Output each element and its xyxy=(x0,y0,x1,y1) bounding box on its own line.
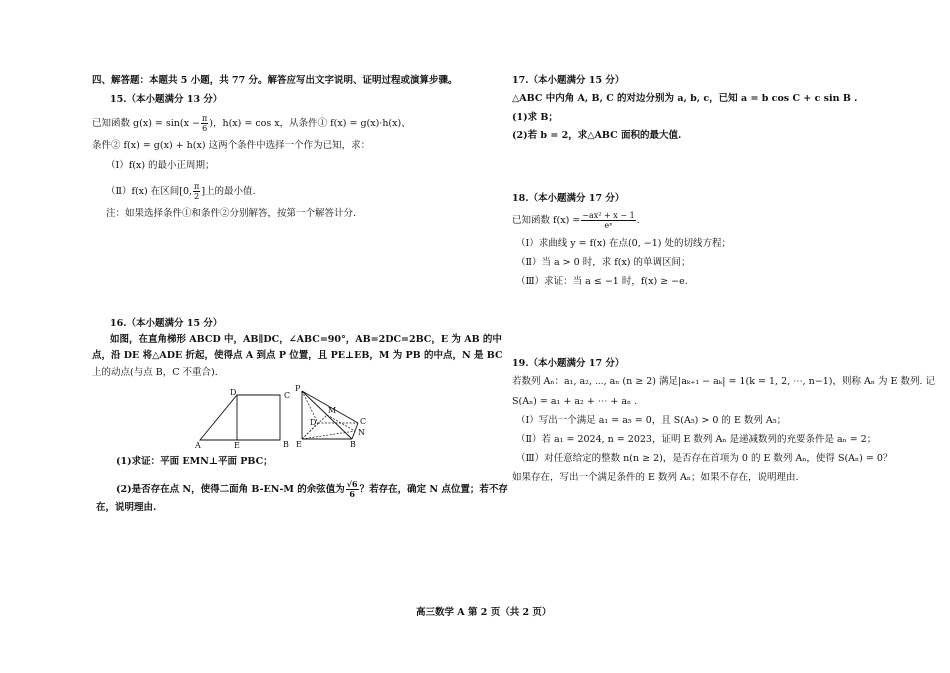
q17-part1: (1)求 B； xyxy=(512,112,558,123)
f-fraction xyxy=(581,211,635,230)
q16-title: 16.（本小题满分 15 分） xyxy=(110,318,223,329)
pyramid-figure xyxy=(290,383,370,449)
fig2-label-n: N xyxy=(358,428,365,437)
fig2-label-p: P xyxy=(295,384,301,393)
frac-num: π xyxy=(194,182,200,191)
fig2-label-m: M xyxy=(328,406,337,415)
q17-title: 17.（本小题满分 15 分） xyxy=(512,75,625,86)
fig2-label-d: D xyxy=(310,418,317,427)
q15-part2-a: （Ⅱ）f(x) 在区间[0, xyxy=(106,186,193,197)
q16-part2-cont: 在，说明理由. xyxy=(96,502,157,513)
q15-part1: （Ⅰ）f(x) 的最小正周期； xyxy=(106,160,215,171)
q19-line2: S(Aₙ) = a₁ + a₂ + ⋯ + aₙ . xyxy=(512,396,638,407)
q15-lead: 已知函数 xyxy=(92,118,131,129)
q19-line6: 如果存在，写出一个满足条件的 E 数列 Aₙ；如果不存在，说明理由. xyxy=(512,472,799,483)
frac-num: −ax² + x − 1 xyxy=(582,211,635,220)
q18-part1: （Ⅰ）求曲线 y = f(x) 在点(0, −1) 处的切线方程； xyxy=(516,238,731,249)
q15-title: 15.（本小题满分 13 分） xyxy=(110,94,223,105)
q16-part2-a: (2)是否存在点 N，使得二面角 B-EN-M 的余弦值为 xyxy=(116,484,345,495)
fig1-label-e: E xyxy=(234,441,240,450)
q16-line2: 点，沿 DE 将△ADE 折起，使得点 A 到点 P 位置，且 PE⊥EB，M 为 PB 的中点，N 是 BC xyxy=(92,350,503,361)
frac-den: 2 xyxy=(194,192,200,201)
sqrt6-over-6 xyxy=(346,480,359,499)
q19-title: 19.（本小题满分 17 分） xyxy=(512,358,625,369)
q15-part2-b: ]上的最小值. xyxy=(201,186,256,197)
q15-note: 注：如果选择条件①和条件②分别解答，按第一个解答计分. xyxy=(106,208,357,219)
q18-period: . xyxy=(636,215,640,226)
q17-part2: (2)若 b = 2，求△ABC 面积的最大值. xyxy=(512,130,682,141)
q17-line1: △ABC 中内角 A, B, C 的对边分别为 a, b, c，已知 a = b cos C + c sin B . xyxy=(512,93,858,104)
pi-over-2 xyxy=(193,182,200,201)
q19-line1: 若数列 Aₙ：a₁, a₂, ⋯, aₙ (n ≥ 2) 满足|aₖ₊₁ − aₖ| = 1(k = 1, 2, ⋯, n−1)，则称 Aₙ 为 E 数列. 记 xyxy=(512,376,936,387)
q15-g-left: g(x) = sin(x − xyxy=(133,118,200,129)
q18-title: 18.（本小题满分 17 分） xyxy=(512,193,625,204)
q15-line1 xyxy=(92,114,411,133)
fig2-label-c: C xyxy=(360,417,367,426)
frac-den: 6 xyxy=(202,124,208,133)
q15-line2: 条件② f(x) = g(x) + h(x) 这两个条件中选择一个作为已知，求： xyxy=(92,140,371,151)
fig2-label-e: E xyxy=(296,440,302,449)
fig1-label-a: A xyxy=(195,441,201,450)
q15-g-right: )，h(x) = cos x，从条件① f(x) = g(x)·h(x)、 xyxy=(209,118,411,129)
q16-line3: 上的动点(与点 B，C 不重合). xyxy=(92,367,218,378)
q16-line1: 如图，在直角梯形 ABCD 中，AB∥DC，∠ABC=90°，AB=2DC=2BC，E 为 AB 的中 xyxy=(110,334,502,345)
q15-part2 xyxy=(106,182,256,201)
fig1-label-c: C xyxy=(284,391,291,400)
fig1-label-d: D xyxy=(230,388,237,397)
frac-num: π xyxy=(201,114,208,123)
frac-den: 6 xyxy=(349,489,355,499)
q19-part3: （Ⅲ）对任意给定的整数 n(n ≥ 2)，是否存在首项为 0 的 E 数列 Aₙ，使得 S(Aₙ) = 0？ xyxy=(516,453,893,464)
q16-part1: (1)求证：平面 EMN⊥平面 PBC； xyxy=(116,456,273,467)
fig2-label-b: B xyxy=(350,440,356,449)
q18-line1 xyxy=(512,211,640,230)
q16-part2-b: ？若存在，确定 N 点位置；若不存 xyxy=(359,484,508,495)
q18-lead: 已知函数 f(x) = xyxy=(512,215,581,226)
q16-part2 xyxy=(116,480,508,499)
page-footer: 高三数学 A 第 2 页（共 2 页） xyxy=(416,607,552,618)
pi-over-6 xyxy=(201,114,208,133)
trapezoid-figure xyxy=(192,388,302,450)
section-header: 四、解答题：本题共 5 小题，共 77 分。解答应写出文字说明、证明过程或演算步骤。 xyxy=(92,75,458,86)
q18-part3: （Ⅲ）求证：当 a ≤ −1 时，f(x) ≥ −e. xyxy=(516,276,688,287)
fig1-label-b: B xyxy=(283,440,289,449)
q19-part1: （Ⅰ）写出一个满足 a₁ = a₅ = 0，且 S(A₅) > 0 的 E 数列 A₅； xyxy=(516,415,787,426)
q19-part2: （Ⅱ）若 a₁ = 2024, n = 2023，证明 E 数列 Aₙ 是递减数列的充要条件是 aₙ = 2； xyxy=(516,434,877,445)
frac-den: eˣ xyxy=(604,221,613,230)
q18-part2: （Ⅱ）当 a > 0 时，求 f(x) 的单调区间； xyxy=(516,257,691,268)
frac-num: √6 xyxy=(346,479,358,489)
